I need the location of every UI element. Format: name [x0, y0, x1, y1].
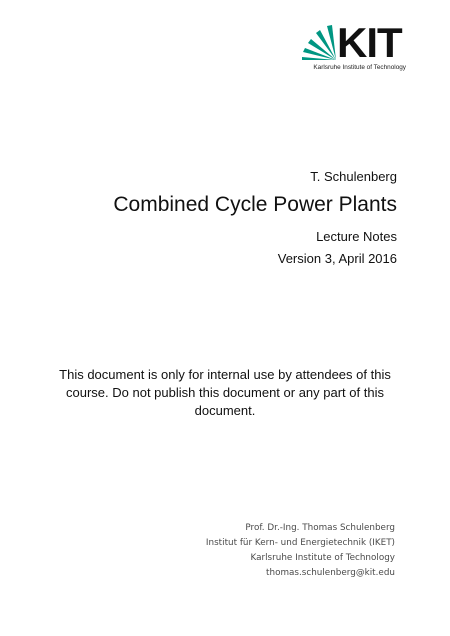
usage-notice: This document is only for internal use by attendees of this course. Do not publish this document or any part of this document.	[59, 367, 391, 418]
contact-email: thomas.schulenberg@kit.edu	[266, 568, 395, 578]
document-subtitle: Lecture Notes	[316, 229, 397, 244]
document-version: Version 3, April 2016	[277, 251, 397, 266]
contact-university: Karlsruhe Institute of Technology	[250, 553, 395, 563]
kit-logo-letters: KIT	[337, 19, 402, 66]
document-title: Combined Cycle Power Plants	[113, 193, 397, 216]
kit-logo-fan-icon	[300, 24, 340, 64]
kit-logo-subtitle: Karlsruhe Institute of Technology	[313, 64, 406, 71]
kit-logo	[300, 21, 406, 75]
contact-name: Prof. Dr.-Ing. Thomas Schulenberg	[245, 523, 395, 533]
author: T. Schulenberg	[310, 169, 397, 184]
contact-institute: Institut für Kern- und Energietechnik (IKET)	[205, 538, 395, 548]
contact-block	[206, 521, 395, 581]
